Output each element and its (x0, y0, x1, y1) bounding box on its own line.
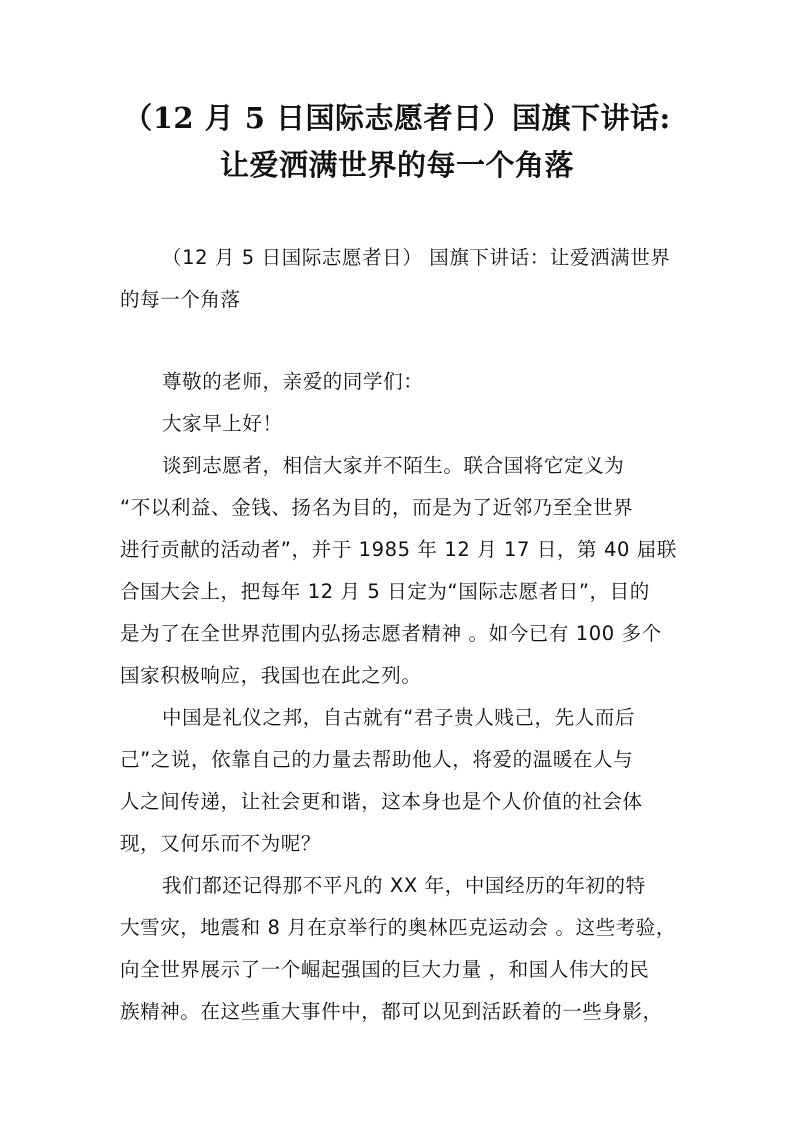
paragraph-3-line: 族精神。在这些重大事件中，都可以见到活跃着的一些身影， (120, 1000, 663, 1023)
paragraph-2-line: 人之间传递，让社会更和谐，这本身也是个人价值的社会体 (120, 790, 643, 813)
paragraph-2-line: 中国是礼仪之邦，自古就有“君子贵人贱己，先人而后 (162, 706, 636, 729)
paragraph-2-line: 己”之说，依靠自己的力量去帮助他人，将爱的温暖在人与 (120, 748, 634, 771)
document-title-line-2: 让爱洒满世界的每一个角落 (219, 148, 574, 182)
paragraph-1-line: 谈到志愿者，相信大家并不陌生。联合国将它定义为 (162, 454, 625, 477)
subtitle-line-2: 的每一个角落 (120, 288, 241, 311)
subtitle-line-1: （12 月 5 日国际志愿者日） 国旗下讲话：让爱洒满世界 (162, 246, 671, 269)
paragraph-1-line: 国家积极响应，我国也在此之列。 (120, 664, 422, 687)
paragraph-3-line: 大雪灾，地震和 8 月在京举行的奥林匹克运动会 。这些考验， (120, 916, 677, 939)
paragraph-3-line: 向全世界展示了一个崛起强国的巨大力量 ，和国人伟大的民 (120, 958, 650, 981)
paragraph-2-line: 现，又何乐而不为呢？ (120, 832, 322, 855)
paragraph-1-line: “不以利益、金钱、扬名为目的，而是为了近邻乃至全世界 (120, 496, 634, 519)
document-title-line-1: （12 月 5 日国际志愿者日）国旗下讲话: (123, 101, 671, 135)
paragraph-1-line: 进行贡献的活动者”，并于 1985 年 12 月 17 日，第 40 届联 (120, 538, 677, 561)
greeting: 大家早上好！ (162, 412, 283, 435)
paragraph-1-line: 是为了在全世界范围内弘扬志愿者精神 。如今已有 100 多个 (120, 622, 662, 645)
paragraph-3-line: 我们都还记得那不平凡的 XX 年，中国经历的年初的特 (162, 874, 646, 897)
paragraph-1-line: 合国大会上，把每年 12 月 5 日定为“国际志愿者日”，目的 (120, 580, 650, 603)
salutation: 尊敬的老师，亲爱的同学们： (162, 370, 424, 393)
